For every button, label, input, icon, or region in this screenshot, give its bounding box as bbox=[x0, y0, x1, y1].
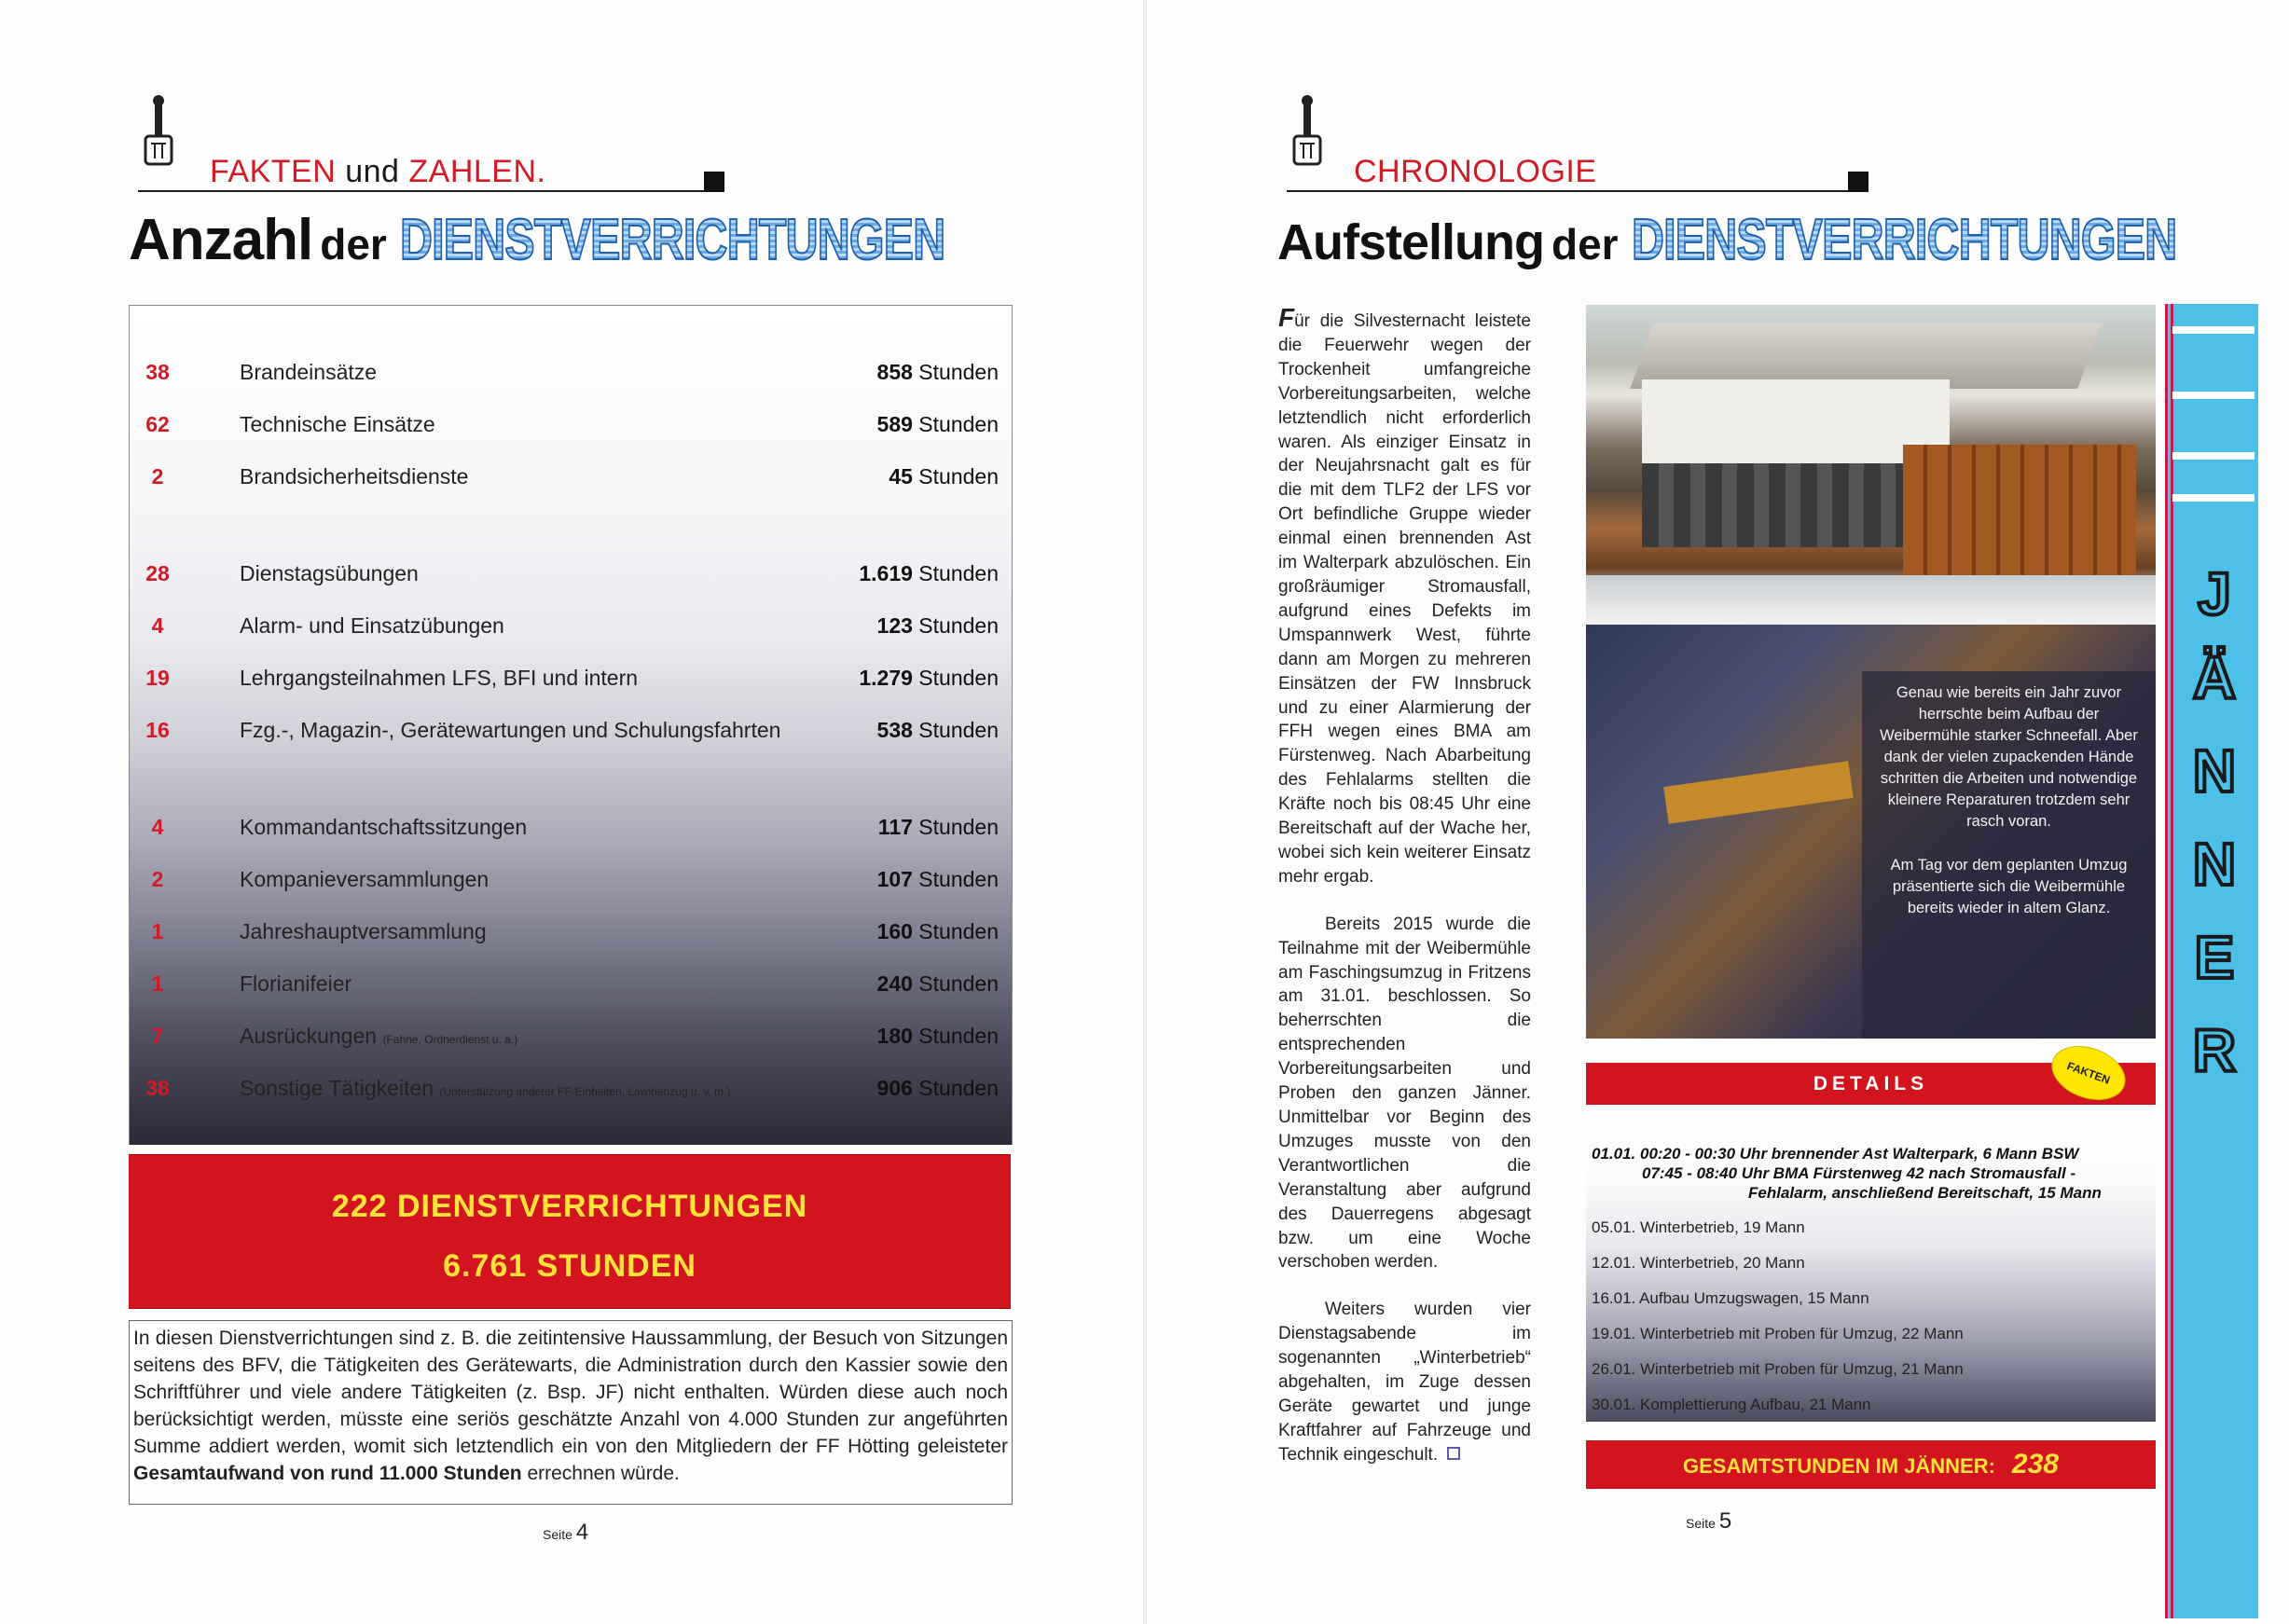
count: 2 bbox=[151, 867, 164, 891]
list-item: 16.01. Aufbau Umzugswagen, 15 Mann bbox=[1592, 1289, 1869, 1307]
hours-value: 123 Stunden bbox=[876, 613, 999, 638]
activity-label: Kommandantschaftssitzungen bbox=[240, 815, 528, 839]
count: 38 bbox=[145, 360, 170, 384]
total-hours-bar: GESAMTSTUNDEN IM JÄNNER: 238 bbox=[1586, 1440, 2156, 1489]
table-row bbox=[130, 613, 1012, 651]
count: 19 bbox=[145, 666, 170, 690]
header-square bbox=[1848, 172, 1868, 192]
hours-value: 538 Stunden bbox=[876, 718, 999, 742]
list-item: 19.01. Winterbetrieb mit Proben für Umzug, 22 Mann bbox=[1592, 1325, 1964, 1342]
table-row bbox=[130, 1076, 1012, 1113]
count: 4 bbox=[151, 815, 164, 839]
article-text bbox=[1278, 303, 1531, 1491]
count: 62 bbox=[145, 412, 170, 436]
sidebar-gap bbox=[2172, 452, 2255, 460]
activity-label: Ausrückungen (Fahne, Ordnerdienst u. a.) bbox=[240, 1024, 518, 1048]
paragraph: Für die Silvesternacht leistete die Feuerwehr wegen der Trockenheit umfangreiche Vorbereitungsarbeiten, welche letztendlich nicht erforderlich waren. Als einziger Einsatz in der Neujahrsnacht galt es für die mit dem TLF2 der LFS vor Ort befindliche Gruppe wieder einmal einen brennenden Ast im Walterpark abzulöschen. Ein großräumiger Stromausfall, aufgrund eines Defekts im Umspannwerk West, führte dann am Morgen zu mehreren Einsätzen der FW Innsbruck und zu einer Alarmierung der FFH wegen eines BMA am Fürstenweg. Nach Abarbeitung des Fehlalarms stellten die Kräfte noch bis 08:45 Uhr eine Bereitschaft auf der Wache her, wobei sich kein weiterer Einsatz mehr ergab. bbox=[1278, 303, 1531, 887]
table-row bbox=[130, 561, 1012, 599]
hours-value: 240 Stunden bbox=[876, 971, 999, 996]
month-letter: N bbox=[2192, 831, 2237, 898]
table-row bbox=[130, 718, 1012, 755]
page-title: Aufstellung der DIENSTVERRICHTUNGEN bbox=[1277, 208, 2176, 272]
sidebar-gap bbox=[2172, 392, 2255, 399]
crest-icon bbox=[1287, 93, 1328, 179]
activity-label: Fzg.-, Magazin-, Gerätewartungen und Schulungsfahrten bbox=[240, 718, 781, 742]
activity-label: Brandeinsätze bbox=[240, 360, 378, 384]
hours-value: 1.619 Stunden bbox=[859, 561, 999, 585]
hours-value: 589 Stunden bbox=[876, 412, 999, 436]
activity-label: Kompanieversammlungen bbox=[240, 867, 490, 891]
count: 1 bbox=[151, 971, 164, 996]
month-letter: R bbox=[2192, 1017, 2237, 1084]
paragraph: Weiters wurden vier Dienstagsabende im sogenannten „Winterbetrieb“ abgehalten, im Zuge dessen Geräte gewartet und junge Kraftfahrer auf Fahrzeuge und Technik eingeschult. bbox=[1278, 1300, 1531, 1465]
table-row bbox=[130, 360, 1012, 397]
count: 38 bbox=[145, 1076, 170, 1100]
hours-value: 117 Stunden bbox=[877, 815, 999, 839]
photo-weibermuehle-construction bbox=[1586, 305, 2156, 625]
hours-value: 180 Stunden bbox=[876, 1024, 999, 1048]
activity-label: Sonstige Tätigkeiten (Unterstützung anderer FF-Einheiten, Lawinenzug u. v. m.) bbox=[240, 1076, 731, 1100]
list-item: 30.01. Komplettierung Aufbau, 21 Mann bbox=[1592, 1396, 1871, 1413]
table-row bbox=[130, 666, 1012, 703]
hours-value: 1.279 Stunden bbox=[859, 666, 999, 690]
hours-value: 107 Stunden bbox=[876, 867, 999, 891]
activity-label: Brandsicherheitsdienste bbox=[240, 464, 469, 489]
table-row bbox=[130, 464, 1012, 502]
count: 7 bbox=[151, 1024, 164, 1048]
stats-table bbox=[129, 305, 1013, 1145]
count: 16 bbox=[145, 718, 170, 742]
header-rule bbox=[1287, 190, 1850, 192]
activity-label: Dienstagsübungen bbox=[240, 561, 419, 585]
details-list bbox=[1586, 1105, 2156, 1422]
page-number: Seite 5 bbox=[1686, 1508, 1732, 1534]
list-item: 05.01. Winterbetrieb, 19 Mann bbox=[1592, 1218, 1805, 1236]
hours-value: 160 Stunden bbox=[876, 919, 999, 943]
table-row bbox=[130, 1024, 1012, 1061]
end-mark-icon bbox=[1447, 1447, 1460, 1460]
summary-box bbox=[129, 1154, 1011, 1309]
crest-icon bbox=[138, 93, 179, 179]
count: 2 bbox=[151, 464, 164, 489]
summary-hours: 6.761 STUNDEN bbox=[443, 1248, 696, 1284]
table-row bbox=[130, 971, 1012, 1009]
table-row bbox=[130, 867, 1012, 904]
note-box: In diesen Dienstverrichtungen sind z. B. die zeitintensive Haussammlung, der Besuch von Sitzungen seitens des BFV, die Tätigkeiten des Gerätewarts, die Administration durch den Kassier sowie den Schriftführer und viele andere Tätigkeiten (z. Bsp. JF) nicht enthalten. Würden diese auch noch berücksichtigt werden, müsste eine seriös geschätzte Anzahl von 4.000 Stunden zur angeführten Summe addiert werden, womit sich letztendlich ein von den Mitgliedern der FF Hötting geleisteter Gesamtaufwand von rund 11.000 Stunden errechnen würde. bbox=[129, 1320, 1013, 1505]
page-title: Anzahl der DIENSTVERRICHTUNGEN bbox=[129, 208, 945, 272]
detail-main: 01.01. 00:20 - 00:30 Uhr brennender Ast Walterpark, 6 Mann BSW 07:45 - 08:40 Uhr BMA Fürstenweg 42 nach Stromausfall - Fehlalarm, anschließend Bereitschaft, 15 Mann bbox=[1592, 1145, 2102, 1202]
activity-label: Alarm- und Einsatzübungen bbox=[240, 613, 504, 638]
hours-value: 906 Stunden bbox=[876, 1076, 999, 1100]
month-letter: E bbox=[2194, 924, 2235, 991]
month-letter: Ä bbox=[2192, 644, 2237, 711]
summary-count: 222 DIENSTVERRICHTUNGEN bbox=[331, 1189, 808, 1224]
table-row bbox=[130, 815, 1012, 852]
section-header: FAKTEN und ZAHLEN. bbox=[210, 154, 546, 189]
count: 4 bbox=[151, 613, 164, 638]
sidebar-gap bbox=[2172, 494, 2255, 502]
month-letter: N bbox=[2192, 737, 2237, 805]
table-row bbox=[130, 412, 1012, 449]
activity-label: Florianifeier bbox=[240, 971, 352, 996]
section-header: CHRONOLOGIE bbox=[1354, 154, 1597, 189]
table-row bbox=[130, 919, 1012, 957]
hours-value: 858 Stunden bbox=[876, 360, 999, 384]
photo-caption: Genau wie bereits ein Jahr zuvor herrschte beim Aufbau der Weibermühle starker Schneefall. Aber dank der vielen zupackenden Hände schritten die Arbeiten und notwendige kleinere Reparaturen trotzdem sehr rasch voran. Am Tag vor dem geplanten Umzug präsentierte sich die Weibermühle bereits wieder in altem Glanz. bbox=[1862, 671, 2156, 1039]
list-item: 26.01. Winterbetrieb mit Proben für Umzug, 21 Mann bbox=[1592, 1360, 1964, 1378]
page-fold bbox=[1143, 0, 1147, 1624]
details-header: DETAILS bbox=[1586, 1063, 2156, 1105]
paragraph: Bereits 2015 wurde die Teilnahme mit der Weibermühle am Faschingsumzug in Fritzens am 31.01. beschlossen. So beherrschten die entsprechenden Vorbereitungsarbeiten und Proben den ganzen Jänner. Unmittelbar vor Beginn des Umzuges musste von den Verantwortlichen die Veranstaltung aber aufgrund des Dauerregens abgesagt bzw. um eine Woche verschoben werden. bbox=[1278, 914, 1531, 1273]
count: 28 bbox=[145, 561, 170, 585]
sidebar-gap bbox=[2172, 326, 2255, 334]
hours-value: 45 Stunden bbox=[889, 464, 999, 489]
activity-label: Lehrgangsteilnahmen LFS, BFI und intern bbox=[240, 666, 639, 690]
activity-label: Jahreshauptversammlung bbox=[240, 919, 487, 943]
page-number: Seite 4 bbox=[543, 1520, 589, 1545]
list-item: 12.01. Winterbetrieb, 20 Mann bbox=[1592, 1254, 1805, 1272]
fakten-badge: FAKTEN bbox=[2046, 1038, 2132, 1108]
header-rule bbox=[138, 190, 707, 192]
activity-label: Technische Einsätze bbox=[240, 412, 435, 436]
count: 1 bbox=[151, 919, 164, 943]
header-square bbox=[704, 172, 724, 192]
month-letter: J bbox=[2198, 560, 2231, 627]
